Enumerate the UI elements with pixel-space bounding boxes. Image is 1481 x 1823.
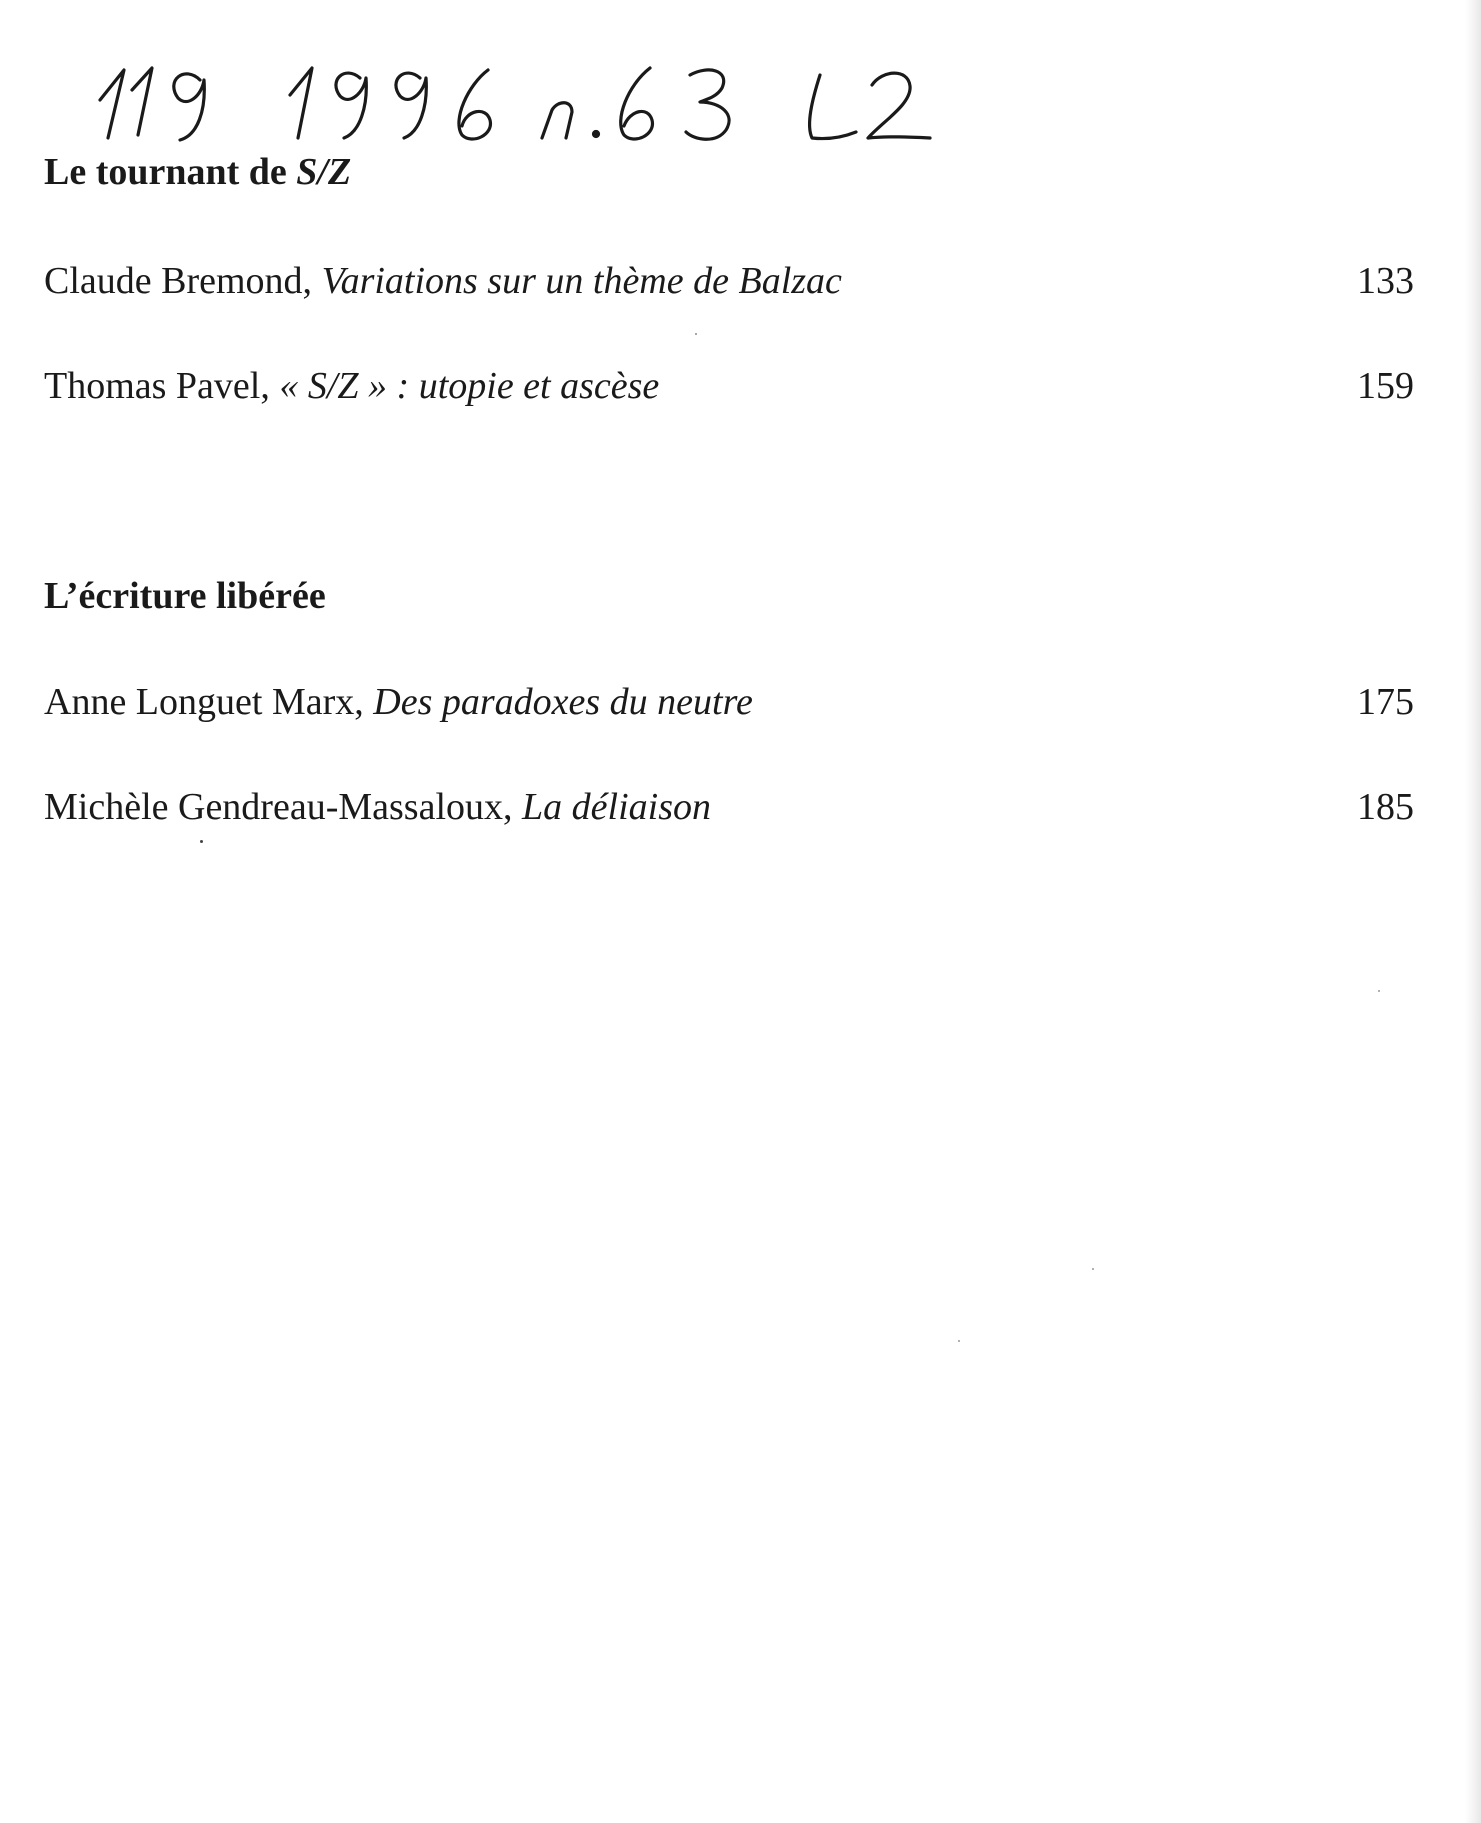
toc-entry-longuet-marx[interactable] (44, 683, 1414, 721)
section-title-text: L’écriture libérée (44, 575, 326, 617)
scan-speck (1378, 990, 1380, 992)
entry-author: Claude Bremond, (44, 260, 313, 302)
entry-author: Thomas Pavel, (44, 365, 270, 407)
entry-author: Michèle Gendreau-Massaloux, (44, 786, 513, 828)
entry-page-number: 175 (1357, 681, 1414, 723)
entry-author: Anne Longuet Marx, (44, 681, 364, 723)
section-title-tournant-sz (44, 153, 351, 191)
section-title-italic: S/Z (296, 151, 352, 193)
entry-page-number: 133 (1357, 260, 1414, 302)
entry-separator (312, 262, 322, 300)
toc-entry-pavel[interactable] (44, 367, 1414, 405)
section-title-text: Le tournant de (44, 151, 297, 193)
toc-entry-bremond[interactable] (44, 262, 1414, 300)
scan-speck (1092, 1268, 1094, 1270)
toc-entry-gendreau-massaloux[interactable] (44, 788, 1414, 826)
entry-separator (364, 683, 374, 721)
handwriting-drawing (90, 40, 1090, 150)
entry-separator (270, 367, 280, 405)
entry-page-number: 185 (1357, 786, 1414, 828)
entry-title: « S/Z » : utopie et ascèse (279, 365, 660, 407)
scan-speck (200, 840, 203, 843)
handwritten-shelf-mark (90, 40, 1090, 150)
scan-speck (958, 1340, 960, 1342)
scan-speck (695, 333, 697, 335)
entry-title: Variations sur un thème de Balzac (321, 260, 842, 302)
entry-title: La déliaison (522, 786, 711, 828)
entry-separator (513, 788, 523, 826)
entry-title: Des paradoxes du neutre (373, 681, 753, 723)
entry-page-number: 159 (1357, 365, 1414, 407)
scan-edge-shadow (1465, 0, 1481, 1823)
section-title-ecriture-liberee (44, 577, 326, 615)
